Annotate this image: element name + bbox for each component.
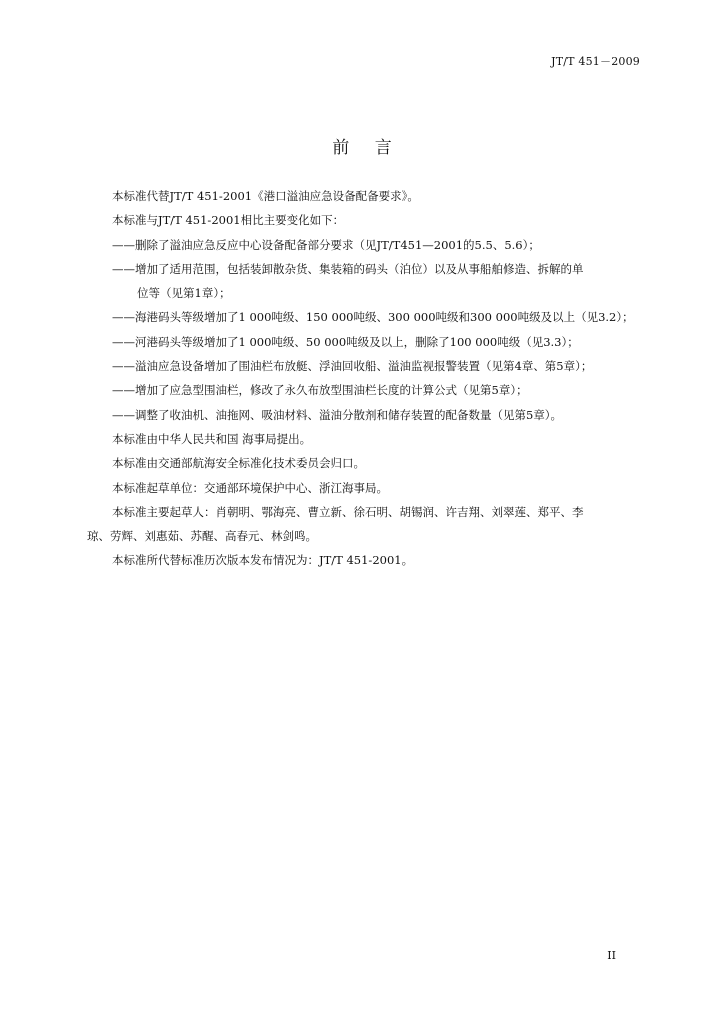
page-number: II: [607, 949, 616, 962]
paragraph-changes-intro: 本标准与JT/T 451-2001相比主要变化如下：: [112, 213, 345, 228]
standard-code: JT/T 451－2009: [551, 55, 640, 68]
paragraph-drafting-units: 本标准起草单位：交通部环境保护中心、浙江海事局。: [112, 480, 388, 495]
document-body: [87, 184, 639, 573]
paragraph-proposed-by: 本标准由中华人民共和国 海事局提出。: [112, 431, 312, 446]
paragraph-drafters-continued: 琼、劳辉、刘惠茹、苏醒、高春元、林剑鸣。: [87, 529, 317, 544]
paragraph-under-jurisdiction: 本标准由交通部航海安全标准化技术委员会归口。: [112, 456, 365, 471]
list-item-change-2: ——增加了适用范围，包括装卸散杂货、集装箱的码头（泊位）以及从事船舶修造、拆解的单: [112, 261, 584, 276]
list-item-change-1: ——删除了溢油应急反应中心设备配备部分要求（见JT/T451—2001的5.5、5.6）；: [112, 237, 540, 252]
page-title: 前 言: [332, 138, 402, 158]
list-item-change-7: ——调整了收油机、油拖网、吸油材料、溢油分散剂和储存装置的配备数量（见第5章）。: [112, 407, 563, 422]
list-item-change-5: ——溢油应急设备增加了围油栏布放艇、浮油回收船、溢油监视报警装置（见第4章、第5章）；: [112, 359, 593, 374]
list-item-change-6: ——增加了应急型围油栏，修改了永久布放型围油栏长度的计算公式（见第5章）；: [112, 383, 528, 398]
paragraph-drafters: 本标准主要起草人：肖朝明、鄂海亮、曹立新、徐石明、胡锡润、许吉翔、刘翠莲、郑平、李: [112, 504, 584, 519]
list-item-change-4: ——河港码头等级增加了1 000吨级、50 000吨级及以上，删除了100 000吨级（见3.3）；: [112, 334, 579, 349]
paragraph-history: 本标准所代替标准历次版本发布情况为：JT/T 451-2001。: [112, 553, 414, 568]
list-item-change-2-continued: 位等（见第1章）；: [137, 286, 231, 301]
list-item-change-3: ——海港码头等级增加了1 000吨级、150 000吨级、300 000吨级和300 000吨级及以上（见3.2）；: [112, 310, 634, 325]
paragraph-replaces: 本标准代替JT/T 451-2001《港口溢油应急设备配备要求》。: [112, 189, 419, 203]
